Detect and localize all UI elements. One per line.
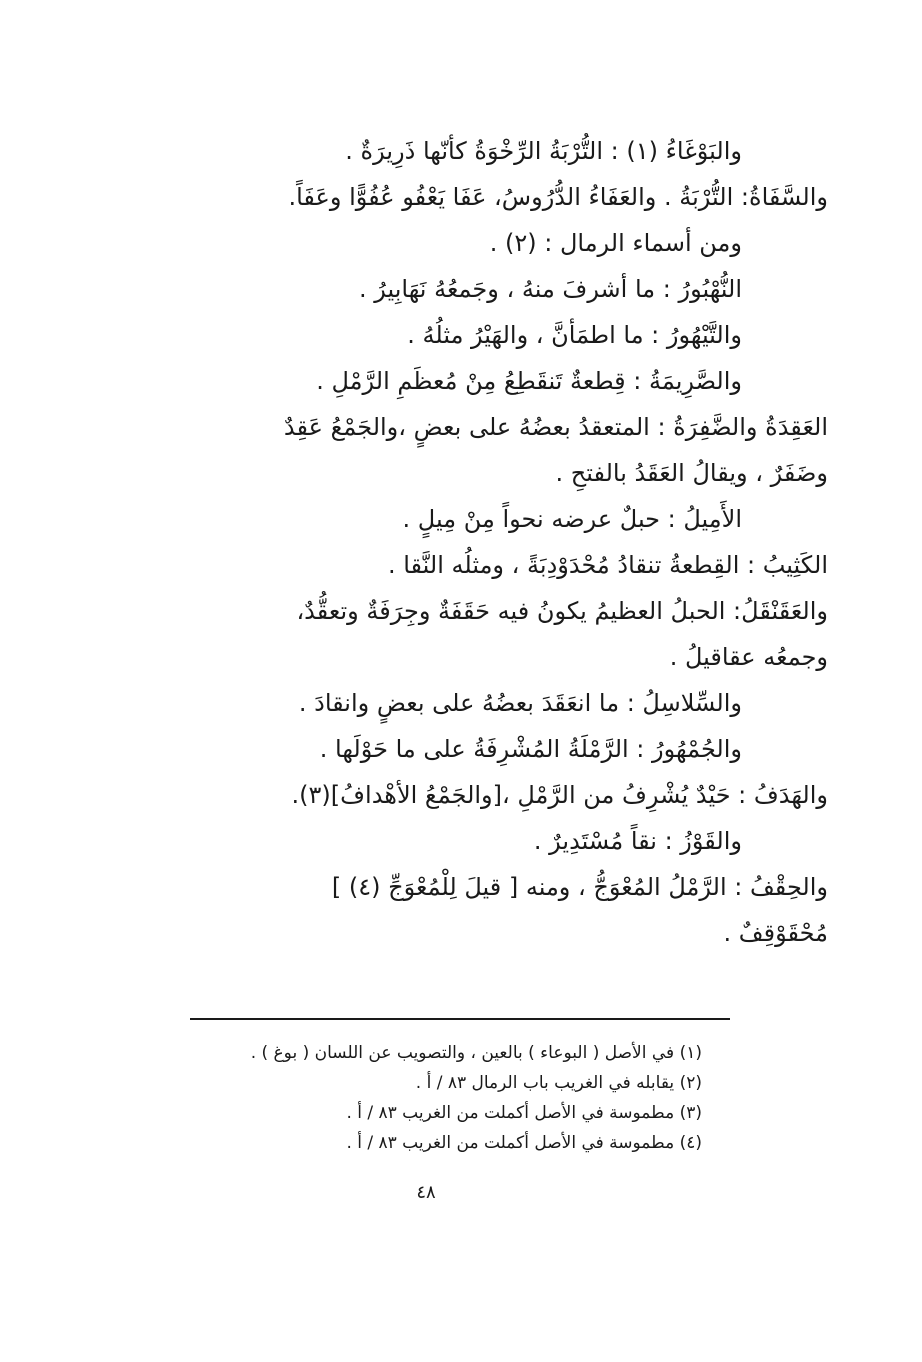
text-line: النُّهْبُورُ : ما أشرفَ منهُ ، وجَمعُهُ نَهَابِيرُ .: [358, 275, 742, 303]
text-line: الأَمِيلُ : حبلٌ عرضه نحواً مِنْ مِيلٍ .: [402, 505, 742, 533]
footnote-divider: [190, 1018, 730, 1020]
text-line: والبَوْغَاءُ (١) : التُّرْبَةُ الرِّخْوَةُ كأنّها ذَرِيرَةٌ .: [345, 137, 742, 165]
text-line: والسِّلاسِلُ : ما انعَقَدَ بعضُهُ على بعضٍ وانقادَ .: [298, 689, 742, 717]
text-line: ومن أسماء الرمال : (٢) .: [489, 229, 742, 257]
text-line: والقَوْزُ : نقاً مُسْتَدِيرٌ .: [533, 827, 742, 855]
footnote: (١) في الأصل ( البوعاء ) بالعين ، والتصويب عن اللسان ( بوغ ) .: [250, 1043, 702, 1063]
footnote: (٢) يقابله في الغريب باب الرمال ٨٣ / أ .: [415, 1073, 702, 1093]
text-line: والهَدَفُ : حَيْدٌ يُشْرِفُ من الرَّمْلِ ،[والجَمْعُ الأهْدافُ](٣).: [291, 781, 828, 809]
footnote: (٤) مطموسة في الأصل أكملت من الغريب ٨٣ / أ .: [346, 1133, 702, 1153]
text-line: وجمعُه عقاقيلُ .: [669, 643, 828, 671]
text-line: والسَّفَاةُ: التُّرْبَةُ . والعَفَاءُ الدُّرُوسُ، عَفَا يَعْفُو عُفُوًّا وعَفَاً.: [288, 183, 828, 211]
footnotes: [182, 1038, 702, 1158]
page-number: ٤٨: [416, 1182, 436, 1203]
text-line: والتَّيْهُورُ : ما اطمَأنَّ ، والهَيْرُ مثلُهُ .: [407, 321, 742, 349]
text-line: والصَّرِيمَةُ : قِطعةٌ تَنقَطِعُ مِنْ مُعظَمِ الرَّمْلِ .: [316, 367, 742, 395]
text-line: والحِقْفُ : الرَّمْلُ المُعْوَجُّ ، ومنه [ قيلَ لِلْمُعْوَجِّ (٤) ]: [331, 873, 828, 901]
text-line: والعَقَنْقَلُ: الحبلُ العظيمُ يكونُ فيه حَقَفَةٌ وجِرَفَةٌ وتعقُّدٌ،: [296, 597, 828, 625]
text-line: والجُمْهُورُ : الرَّمْلَةُ المُشْرِفَةُ على ما حَوْلَها .: [319, 735, 742, 763]
text-line: الكَثِيبُ : القِطعةُ تنقادُ مُحْدَوْدِبَةً ، ومثلُه النَّقا .: [387, 551, 828, 579]
main-text: [122, 128, 828, 956]
text-line: مُحْقَوْقِفٌ .: [723, 919, 828, 947]
text-line: وضَفَرٌ ، ويقالُ العَقَدُ بالفتحِ .: [555, 459, 828, 487]
footnote: (٣) مطموسة في الأصل أكملت من الغريب ٨٣ / أ .: [346, 1103, 702, 1123]
text-line: العَقِدَةُ والضَّفِرَةُ : المتعقدُ بعضُهُ على بعضٍ ،والجَمْعُ عَقِدٌ: [283, 413, 828, 441]
